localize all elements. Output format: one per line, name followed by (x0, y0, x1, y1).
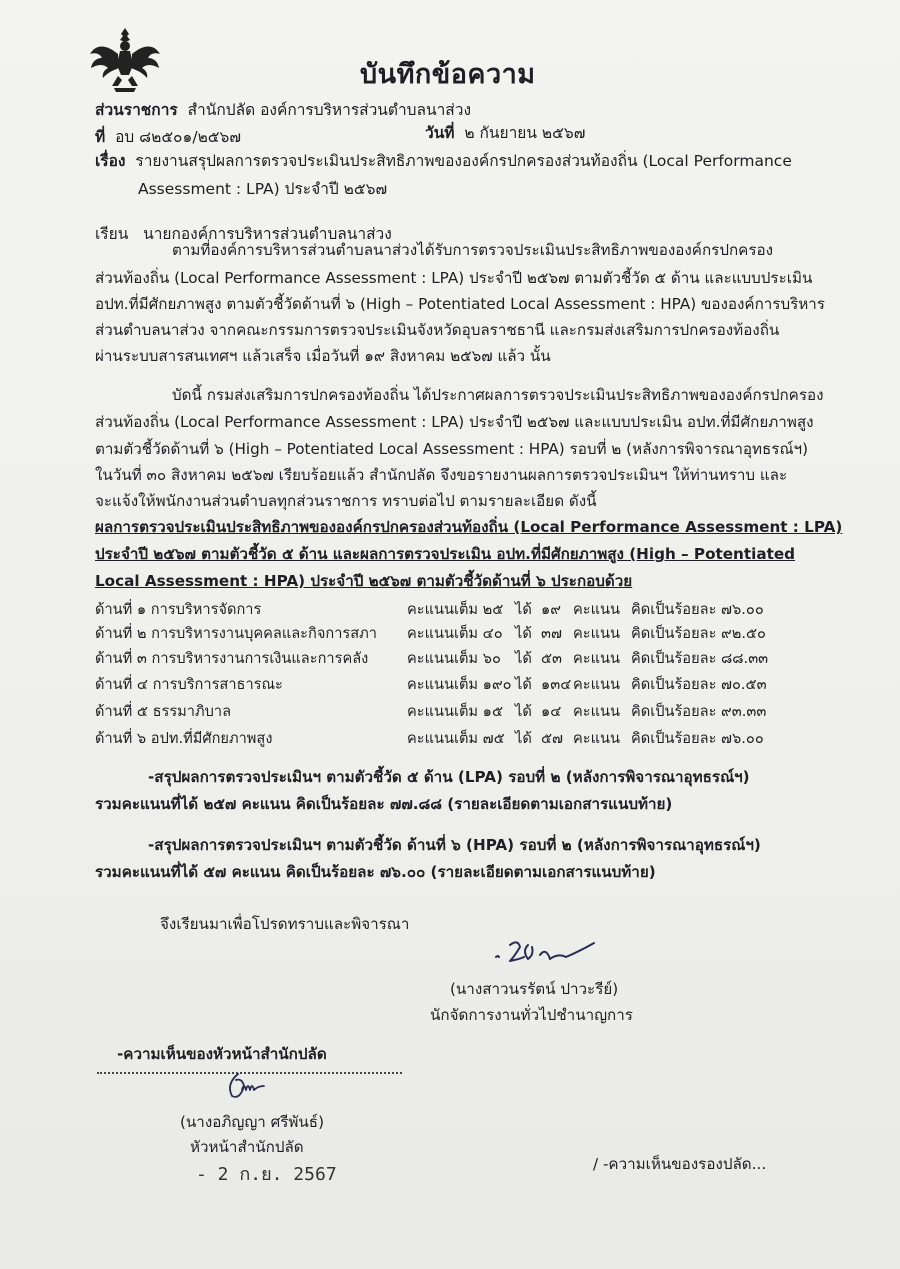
memo-title: บันทึกข้อความ (360, 59, 536, 90)
score-name: ด้านที่ ๔ การบริการสาธารณะ (95, 676, 283, 693)
score-got: ๓๗ (541, 625, 562, 642)
paragraph1-line: ผ่านระบบสารสนเทศฯ แล้วเสร็จ เมื่อวันที่ ๑๙ สิงหาคม ๒๕๖๗ แล้ว นั้น (95, 347, 551, 365)
closing-text: จึงเรียนมาเพื่อโปรดทราบและพิจารณา (160, 915, 410, 933)
score-row (95, 647, 795, 669)
score-full: คะแนนเต็ม ๗๕ (407, 730, 505, 747)
score-full: คะแนนเต็ม ๑๕ (407, 703, 503, 720)
score-unit: คะแนน (573, 650, 620, 667)
score-got-label: ได้ (515, 625, 532, 642)
score-name: ด้านที่ ๒ การบริหารงานบุคคลและกิจการสภา (95, 625, 377, 642)
results-heading-line: ประจำปี ๒๕๖๗ ตามตัวชี้วัด ๕ ด้าน และผลการตรวจประเมิน อปท.ที่มีศักยภาพสูง (High – Potentiated (95, 545, 796, 563)
paragraph2-line: ในวันที่ ๓๐ สิงหาคม ๒๕๖๗ เรียบร้อยแล้ว สำนักปลัด จึงขอรายงานผลการตรวจประเมินฯ ให้ท่านทราบ และ (95, 466, 788, 484)
paragraph1-line: ตามที่องค์การบริหารส่วนตำบลนาส่วงได้รับการตรวจประเมินประสิทธิภาพขององค์กรปกครอง (172, 241, 774, 259)
score-row (95, 673, 795, 695)
score-name: ด้านที่ ๖ อปท.ที่มีศักยภาพสูง (95, 730, 273, 747)
score-percent: คิดเป็นร้อยละ ๘๘.๓๓ (631, 650, 769, 667)
signer1-position: นักจัดการงานทั่วไปชำนาญการ (430, 1006, 633, 1024)
score-unit: คะแนน (573, 676, 620, 693)
score-got: ๑๓๔ (541, 676, 572, 693)
signature-2-icon (222, 1068, 272, 1104)
signer1-name: (นางสาวนรรัตน์ ปาวะรีย์) (450, 980, 619, 998)
score-full: คะแนนเต็ม ๖๐ (407, 650, 501, 667)
date-label: วันที่ (425, 124, 455, 142)
agency-line (95, 97, 471, 122)
score-percent: คิดเป็นร้อยละ ๗๐.๕๓ (631, 676, 767, 693)
to-label: เรียน (95, 225, 129, 243)
paragraph2-line: บัดนี้ กรมส่งเสริมการปกครองท้องถิ่น ได้ประกาศผลการตรวจประเมินประสิทธิภาพขององค์กรปกครอง (172, 386, 824, 404)
score-got: ๑๔ (541, 703, 562, 720)
summary-hpa-line: รวมคะแนนที่ได้ ๕๗ คะแนน คิดเป็นร้อยละ ๗๖.๐๐ (รายละเอียดตามเอกสารแนบท้าย) (95, 863, 656, 881)
score-row (95, 727, 795, 749)
garuda-emblem-icon (88, 24, 162, 98)
opinion-deputy-label: / -ความเห็นของรองปลัด... (593, 1155, 767, 1173)
results-heading-line: ผลการตรวจประเมินประสิทธิภาพขององค์กรปกครองส่วนท้องถิ่น (Local Performance Assessment : LPA) (95, 518, 843, 536)
score-name: ด้านที่ ๓ การบริหารงานการเงินและการคลัง (95, 650, 369, 667)
score-unit: คะแนน (573, 730, 620, 747)
paragraph2-line: ตามตัวชี้วัดด้านที่ ๖ (High – Potentiated Local Assessment : HPA) รอบที่ ๒ (หลังการพิจารณาอุทธรณ์ฯ) (95, 440, 809, 458)
score-got: ๕๓ (541, 650, 563, 667)
score-percent: คิดเป็นร้อยละ ๙๓.๓๓ (631, 703, 767, 720)
score-full: คะแนนเต็ม ๒๕ (407, 601, 504, 618)
paragraph2-line: จะแจ้งให้พนักงานส่วนตำบลทุกส่วนราชการ ทราบต่อไป ตามรายละเอียด ดังนี้ (95, 492, 597, 510)
signer2-name: (นางอภิญญา ศรีพันธ์) (180, 1113, 325, 1131)
date-stamp: - 2 ก.ย. 2567 (196, 1164, 337, 1185)
agency-label: ส่วนราชการ (95, 101, 178, 119)
score-name: ด้านที่ ๕ ธรรมาภิบาล (95, 703, 232, 720)
summary-lpa-line: รวมคะแนนที่ได้ ๒๕๗ คะแนน คิดเป็นร้อยละ ๗๗.๘๘ (รายละเอียดตามเอกสารแนบท้าย) (95, 795, 673, 813)
score-got-label: ได้ (515, 703, 532, 720)
score-got-label: ได้ (515, 730, 532, 747)
score-row (95, 700, 795, 722)
score-name: ด้านที่ ๑ การบริหารจัดการ (95, 601, 262, 618)
summary-lpa-line: -สรุปผลการตรวจประเมินฯ ตามตัวชี้วัด ๕ ด้าน (LPA) รอบที่ ๒ (หลังการพิจารณาอุทธรณ์ฯ) (148, 768, 750, 786)
to-value: นายกองค์การบริหารส่วนตำบลนาส่วง (143, 225, 392, 243)
date-value: ๒ กันยายน ๒๕๖๗ (464, 124, 586, 142)
score-percent: คิดเป็นร้อยละ ๙๒.๕๐ (631, 625, 766, 642)
score-got-label: ได้ (515, 650, 532, 667)
subject-text-line2: Assessment : LPA) ประจำปี ๒๕๖๗ (138, 180, 388, 198)
subject-label: เรื่อง (95, 152, 126, 170)
score-got-label: ได้ (515, 676, 532, 693)
results-heading-line: Local Assessment : HPA) ประจำปี ๒๕๖๗ ตามตัวชี้วัดด้านที่ ๖ ประกอบด้วย (95, 572, 633, 590)
paragraph1-line: ส่วนท้องถิ่น (Local Performance Assessment : LPA) ประจำปี ๒๕๖๗ ตามตัวชี้วัด ๕ ด้าน และแบบประเมิน (95, 269, 813, 287)
score-percent: คิดเป็นร้อยละ ๗๖.๐๐ (631, 730, 764, 747)
score-full: คะแนนเต็ม ๑๙๐ (407, 676, 512, 693)
score-full: คะแนนเต็ม ๔๐ (407, 625, 503, 642)
score-got: ๕๗ (541, 730, 564, 747)
ref-line (95, 124, 241, 149)
date-line (425, 120, 585, 145)
paragraph2-line: ส่วนท้องถิ่น (Local Performance Assessment : LPA) ประจำปี ๒๕๖๗ และแบบประเมิน อปท.ที่มีศักยภาพสูง (95, 413, 814, 431)
score-row (95, 622, 795, 644)
signature-1-icon (490, 935, 600, 971)
score-row (95, 598, 795, 620)
score-unit: คะแนน (573, 601, 620, 618)
score-got-label: ได้ (515, 601, 532, 618)
subject-text-line1: รายงานสรุปผลการตรวจประเมินประสิทธิภาพขององค์กรปกครองส่วนท้องถิ่น (Local Performance (135, 152, 792, 170)
score-percent: คิดเป็นร้อยละ ๗๖.๐๐ (631, 601, 764, 618)
score-unit: คะแนน (573, 625, 620, 642)
ref-value: อบ ๘๒๕๐๑/๒๕๖๗ (115, 128, 242, 146)
summary-hpa-line: -สรุปผลการตรวจประเมินฯ ตามตัวชี้วัด ด้านที่ ๖ (HPA) รอบที่ ๒ (หลังการพิจารณาอุทธรณ์ฯ) (148, 836, 761, 854)
ref-label: ที่ (95, 128, 106, 146)
opinion-head-label: -ความเห็นของหัวหน้าสำนักปลัด (117, 1045, 327, 1063)
paragraph1-line: ส่วนตำบลนาส่วง จากคณะกรรมการตรวจประเมินจังหวัดอุบลราชธานี และกรมส่งเสริมการปกครองท้องถิ่น (95, 321, 780, 339)
signer2-position: หัวหน้าสำนักปลัด (190, 1138, 304, 1156)
score-got: ๑๙ (541, 601, 561, 618)
score-unit: คะแนน (573, 703, 620, 720)
subject-line (95, 148, 792, 173)
agency-value: สำนักปลัด องค์การบริหารส่วนตำบลนาส่วง (187, 101, 472, 119)
paragraph1-line: อปท.ที่มีศักยภาพสูง ตามตัวชี้วัดด้านที่ ๖ (High – Potentiated Local Assessment : HPA) ขององค์การบริหาร (95, 295, 825, 313)
